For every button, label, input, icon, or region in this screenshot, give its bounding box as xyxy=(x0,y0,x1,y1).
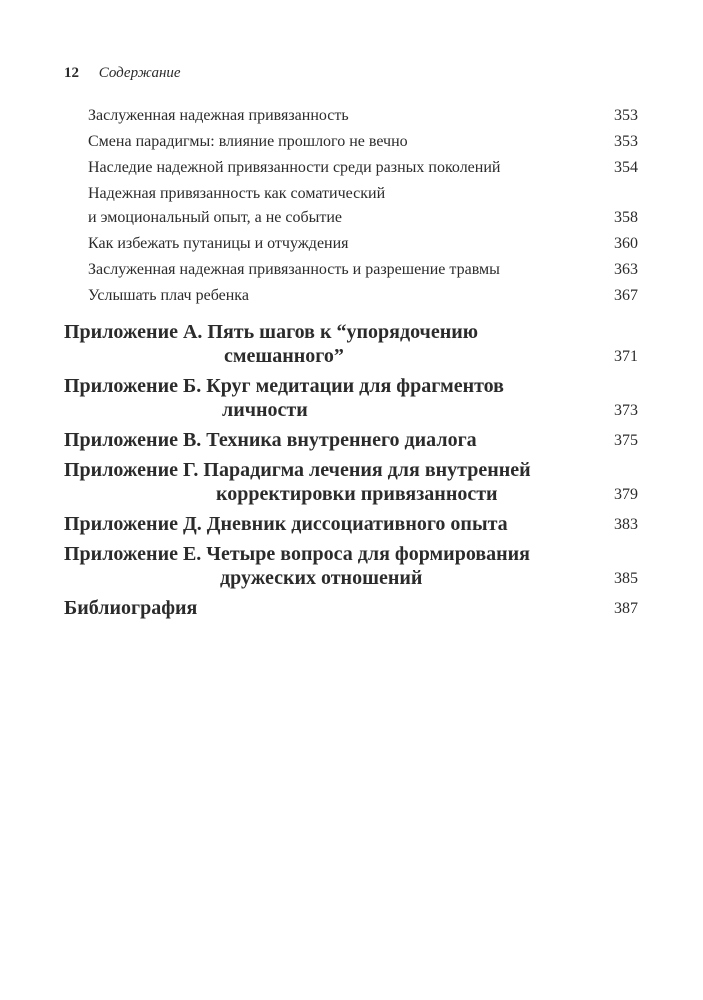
toc-entry-title-continued: смешанного” xyxy=(224,345,344,367)
toc-entry-title: Смена парадигмы: влияние прошлого не вечно xyxy=(88,133,408,150)
toc-entry-page: 367 xyxy=(614,287,638,304)
toc-entry-title-continued: корректировки привязанности xyxy=(216,483,498,505)
toc-entry-title: Как избежать путаницы и отчуждения xyxy=(88,235,349,252)
toc-entry-page: 358 xyxy=(614,209,638,226)
toc-appendix-v xyxy=(64,428,638,452)
toc-entry-title: Библиография xyxy=(64,597,198,619)
running-title: Содержание xyxy=(98,65,181,81)
toc-sub-entry xyxy=(88,104,638,128)
toc-major-entries xyxy=(64,320,638,626)
toc-entry-title-continued: дружеских отношений xyxy=(220,567,423,589)
toc-entry-page: 354 xyxy=(614,159,638,176)
toc-sub-entry xyxy=(88,258,638,282)
toc-entry-title: Приложение В. Техника внутреннего диалога xyxy=(64,429,477,451)
toc-entry-title: Приложение Д. Дневник диссоциативного опыта xyxy=(64,513,508,535)
toc-entry-title: Заслуженная надежная привязанность xyxy=(88,107,349,124)
toc-entry-page: 379 xyxy=(614,486,638,503)
toc-appendix-e xyxy=(64,542,638,590)
toc-entry-page: 371 xyxy=(614,348,638,365)
toc-sub-entry xyxy=(88,130,638,154)
toc-appendix-b xyxy=(64,374,638,422)
toc-entry-title: Приложение Г. Парадигма лечения для внутренней xyxy=(64,459,531,481)
toc-appendix-a xyxy=(64,320,638,368)
toc-sub-entry xyxy=(88,182,638,230)
toc-sub-entry xyxy=(88,232,638,256)
toc-entry-page: 353 xyxy=(614,107,638,124)
toc-sub-entries xyxy=(88,104,638,310)
toc-entry-title: Услышать плач ребенка xyxy=(88,287,249,304)
toc-appendix-d xyxy=(64,512,638,536)
toc-entry-page: 375 xyxy=(614,432,638,449)
page-number: 12 xyxy=(64,65,79,81)
toc-entry-title: Надежная привязанность как соматический xyxy=(88,185,386,202)
toc-entry-title: Приложение Б. Круг медитации для фрагментов xyxy=(64,375,504,397)
running-head xyxy=(64,64,181,82)
toc-entry-title-continued: личности xyxy=(222,399,308,421)
toc-sub-entry xyxy=(88,284,638,308)
toc-entry-title: Заслуженная надежная привязанность и разрешение травмы xyxy=(88,261,500,278)
toc-entry-page: 385 xyxy=(614,570,638,587)
toc-entry-page: 383 xyxy=(614,516,638,533)
toc-sub-entry xyxy=(88,156,638,180)
toc-entry-title-continued: и эмоциональный опыт, а не событие xyxy=(88,209,343,226)
toc-entry-page: 360 xyxy=(614,235,638,252)
toc-entry-page: 373 xyxy=(614,402,638,419)
toc-appendix-g xyxy=(64,458,638,506)
toc-entry-title: Приложение Е. Четыре вопроса для формирования xyxy=(64,543,530,565)
toc-entry-page: 353 xyxy=(614,133,638,150)
toc-entry-title: Приложение А. Пять шагов к “упорядочению xyxy=(64,321,479,343)
toc-bibliography xyxy=(64,596,638,620)
toc-entry-page: 363 xyxy=(614,261,638,278)
toc-entry-page: 387 xyxy=(614,600,638,617)
toc-entry-title: Наследие надежной привязанности среди разных поколений xyxy=(88,159,501,176)
